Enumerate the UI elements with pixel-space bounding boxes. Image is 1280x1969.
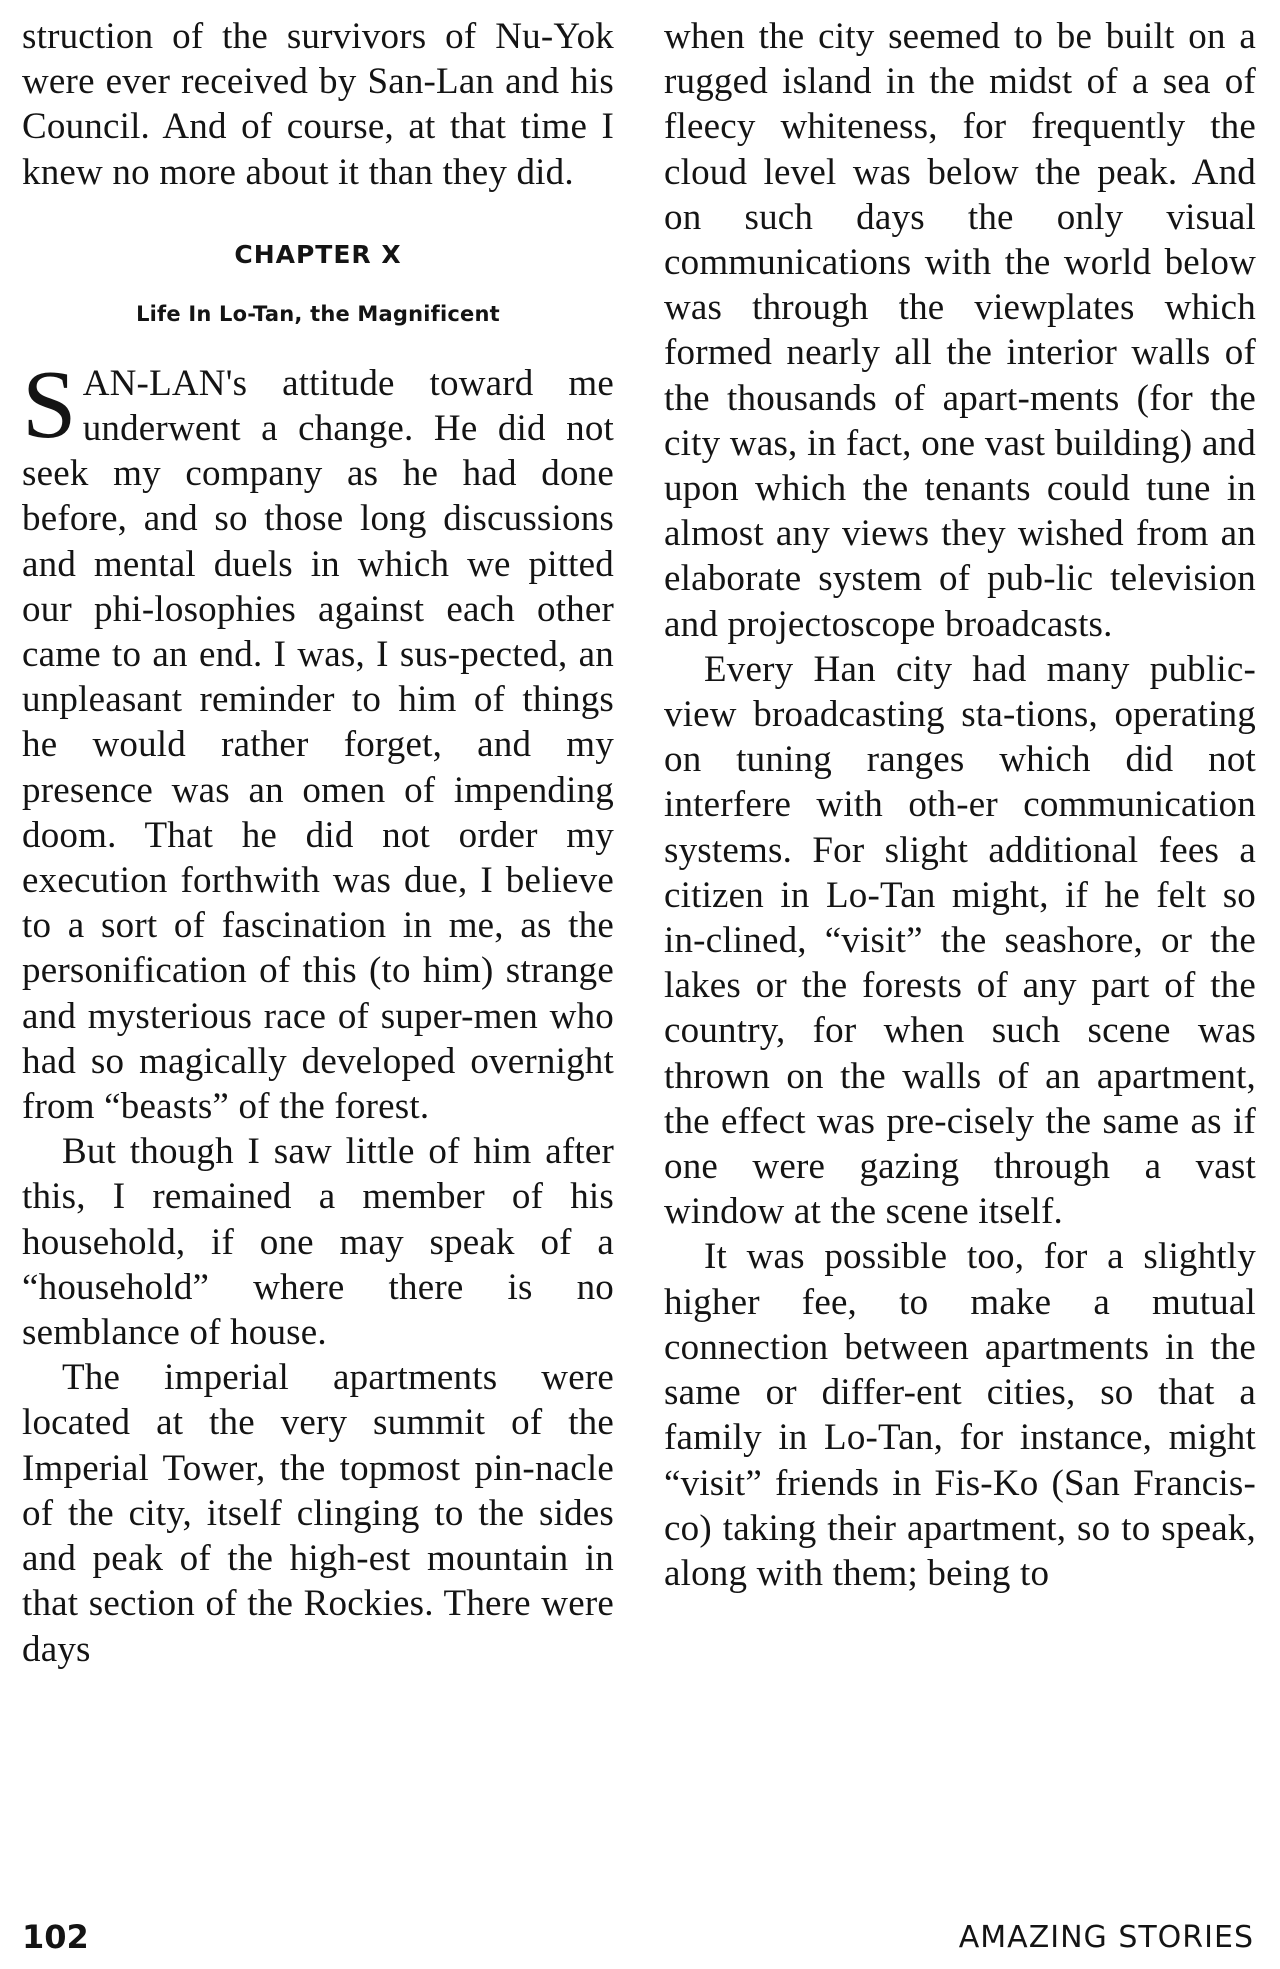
page-number: 102: [22, 1918, 89, 1956]
drop-cap: S: [22, 350, 77, 459]
right-column: [664, 14, 1256, 1596]
continued-paragraph: when the city seemed to be built on a rugged island in the midst of a sea of fleecy whiteness, for frequently the cloud level was below the peak. And on such days the only visual communications with the world below was through the viewplates which formed nearly all the interior walls of the thousands of apart-ments (for the city was, in fact, one vast building) and upon which the tenants could tune in almost any views they wished from an elaborate system of pub-lic television and projectoscope broadcasts.: [664, 16, 1256, 645]
chapter-heading: CHAPTER X: [234, 239, 402, 269]
chapter-subtitle: Life In Lo-Tan, the Magnificent: [136, 301, 500, 326]
opening-paragraph-text: AN-LAN's attitude toward me underwent a change. He did not seek my company as he had done before, and so those long discussions and mental duels in which we pitted our phi-losophies against each other came to an end. I was, I sus-pected, an unpleasant reminder to him of things he would rather forget, and my presence was an omen of impending doom. That he did not order my execution forthwith was due, I believe to a sort of fascination in me, as the personification of this (to him) strange and mysterious race of super-men who had so magically developed overnight from “beasts” of the forest.: [22, 362, 614, 1128]
left-column: [22, 14, 614, 1672]
paragraph: It was possible too, for a slightly higher fee, to make a mutual connection between apartments in the same or differ-ent cities, so that a family in Lo-Tan, for instance, might “visit” friends in Fis-Ko (San Francis-co) taking their apartment, so to speak, along with them; being to: [664, 1236, 1256, 1594]
continued-paragraph: struction of the survivors of Nu-Yok were ever received by San-Lan and his Council. And of course, at that time I knew no more about it than they did.: [22, 16, 614, 193]
page-footer: [22, 1915, 1254, 1959]
paragraph: The imperial apartments were located at the very summit of the Imperial Tower, the topmost pin-nacle of the city, itself clinging to the sides and peak of the high-est mountain in that section of the Rockies. There were days: [22, 1357, 614, 1670]
paragraph: Every Han city had many public-view broadcasting sta-tions, operating on tuning ranges which did not interfere with oth-er communication systems. For slight additional fees a citizen in Lo-Tan might, if he felt so in-clined, “visit” the seashore, or the lakes or the forests of any part of the country, for when such scene was thrown on the walls of an apartment, the effect was pre-cisely the same as if one were gazing through a vast window at the scene itself.: [664, 648, 1256, 1233]
opening-paragraph: [22, 350, 614, 1129]
chapter-header: [22, 235, 614, 331]
paragraph: But though I saw little of him after this, I remained a member of his household, if one may speak of a “household” where there is no semblance of house.: [22, 1131, 614, 1354]
running-title: AMAZING STORIES: [958, 1919, 1254, 1955]
